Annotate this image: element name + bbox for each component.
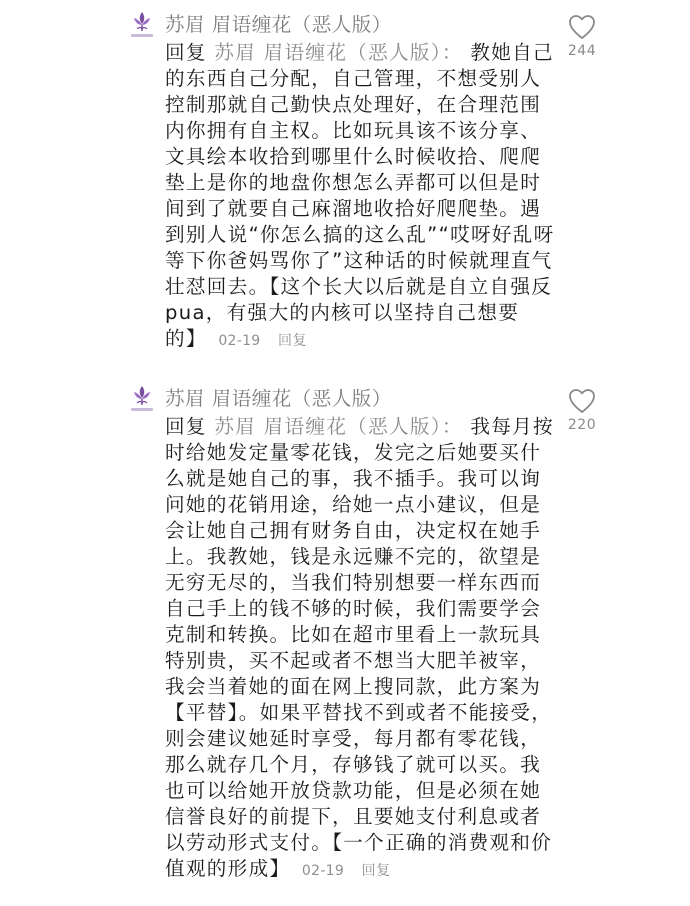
- flower-logo-icon: [131, 10, 153, 32]
- comment-body: 教她自己的东西自己分配，自己管理，不想受别人控制那就自己勤快点处理好，在合理范围内你拥有自主权。比如玩具该不该分享、文具绘本收拾到哪里什么时候收拾、爬爬垫上是你的地盘你想怎么弄都可以但是时间到了就要自己麻溜地收拾好爬爬垫。遇到别人说“你怎么搞的这么乱”“哎呀好乱呀等下你爸妈骂你了”这种话的时候就理直气壮怼回去。【这个长大以后就是自立自强反pua，有强大的内核可以坚持自己想要的】: [165, 41, 555, 350]
- reply-target[interactable]: 苏眉 眉语缠花（恶人版）：: [214, 41, 463, 64]
- avatar[interactable]: [131, 10, 153, 44]
- avatar[interactable]: [131, 384, 153, 418]
- avatar-caption: [131, 408, 153, 411]
- heart-outline-icon: [568, 14, 596, 40]
- heart-outline-icon: [568, 388, 596, 414]
- like-count: 220: [567, 417, 597, 433]
- flower-logo-icon: [131, 384, 153, 406]
- like-button[interactable]: [562, 14, 602, 59]
- reply-prefix: 回复: [165, 41, 207, 64]
- like-button[interactable]: [562, 388, 602, 433]
- reply-prefix: 回复: [165, 415, 207, 438]
- username[interactable]: 苏眉 眉语缠花（恶人版）: [165, 387, 392, 410]
- reply-button[interactable]: 回复: [278, 333, 308, 349]
- comment-body: 我每月按时给她发定量零花钱，发完之后她要买什么就是她自己的事，我不插手。我可以询问她的花销用途，给她一点小建议，但是会让她自己拥有财务自由，决定权在她手上。我教她，钱是永远赚不完的，欲望是无穷无尽的，当我们特别想要一样东西而自己手上的钱不够的时候，我们需要学会克制和转换。比如在超市里看上一款玩具特别贵，买不起或者不想当大肥羊被宰，我会当着她的面在网上搜同款，此方案为【平替】。如果平替找不到或者不能接受，则会建议她延时享受，每月都有零花钱，那么就存几个月，存够钱了就可以买。我也可以给她开放贷款功能，但是必须在她信誉良好的前提下，且要她支付利息或者以劳动形式支付。【一个正确的消费观和价值观的形成】: [165, 415, 554, 880]
- timestamp: 02-19: [218, 333, 261, 349]
- comment-text: [165, 414, 560, 884]
- comment-text: [165, 40, 560, 354]
- like-count: 244: [567, 43, 597, 59]
- reply-target[interactable]: 苏眉 眉语缠花（恶人版）：: [214, 415, 463, 438]
- reply-button[interactable]: 回复: [361, 863, 391, 879]
- username[interactable]: 苏眉 眉语缠花（恶人版）: [165, 13, 392, 36]
- avatar-caption: [131, 34, 153, 37]
- timestamp: 02-19: [301, 863, 345, 879]
